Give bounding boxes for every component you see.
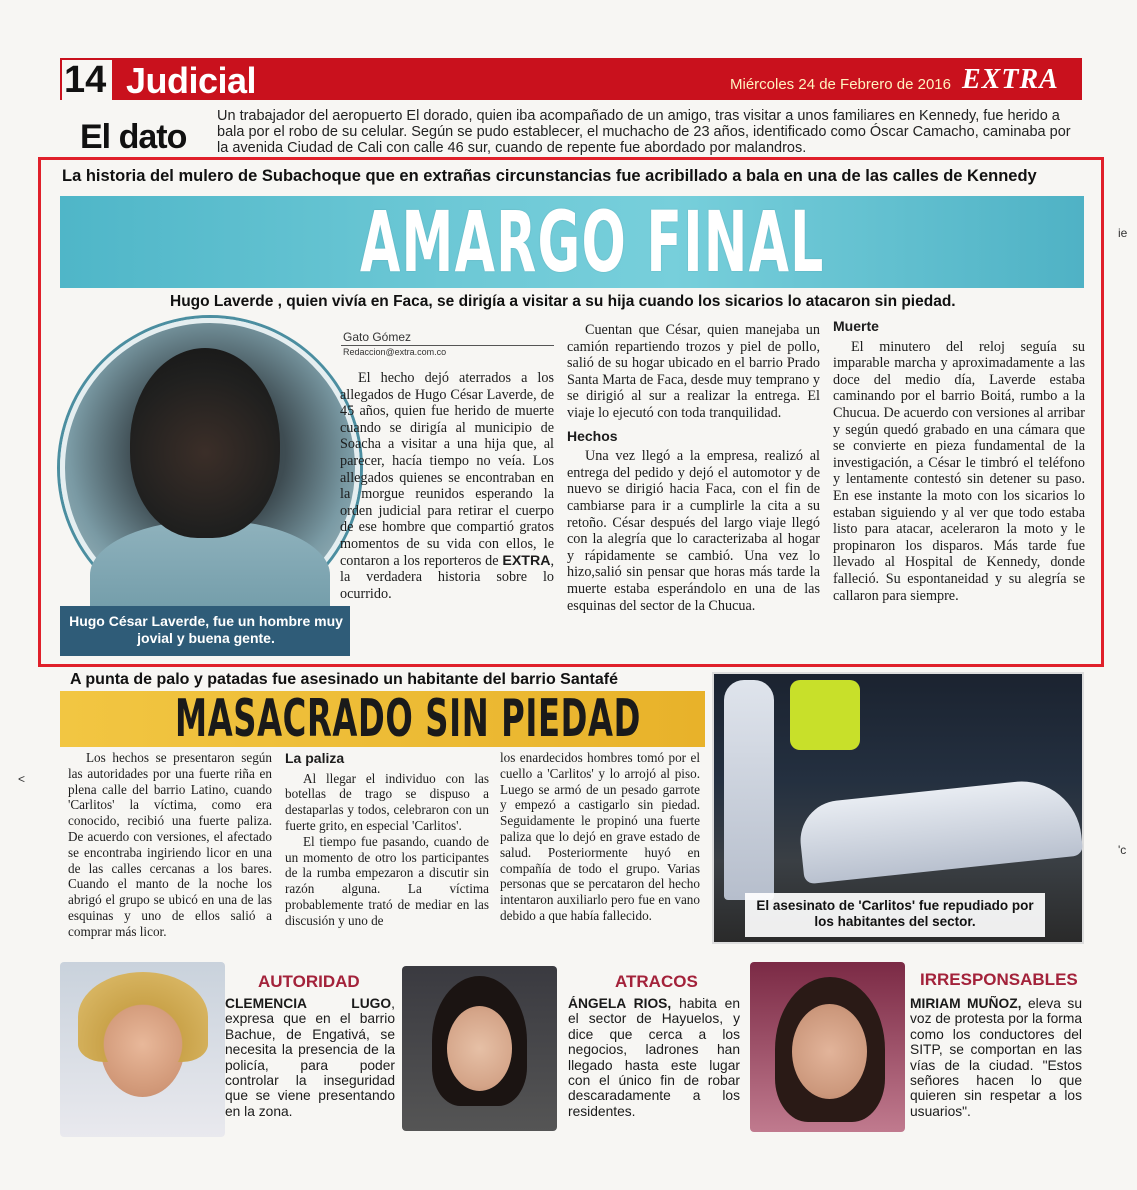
voice-name: MIRIAM MUÑOZ, bbox=[910, 996, 1022, 1011]
byline-rule bbox=[341, 345, 554, 346]
voice-name: CLEMENCIA LUGO bbox=[225, 996, 392, 1011]
el-dato-title: El dato bbox=[80, 118, 187, 156]
voice-label-autoridad: AUTORIDAD bbox=[258, 972, 360, 991]
voice-quote: , expresa que en el barrio Bachue, de Engativá, se necesita la presencia de la policía, para poder controlar la inseguridad que se viene presentando en la zona. bbox=[225, 996, 395, 1119]
victim-photo-face bbox=[130, 348, 280, 538]
story2-headline: MASACRADO SIN PIEDAD bbox=[175, 689, 641, 749]
voice-label-irresponsables: IRRESPONSABLES bbox=[920, 970, 1078, 989]
scene-police-figure bbox=[790, 680, 860, 750]
story1-paragraph: Cuentan que César, quien manejaba un camión repartiendo trozos y piel de pollo, salió de su hogar ubicado en el barrio Prado Santa Marta de Faca, desde muy temprano y se dirigió al sur a realizar la entrega. El viaje lo ejecutó con toda tranquilidad. bbox=[567, 322, 820, 421]
story2-paragraph: Al llegar el individuo con las botellas de trago se dispuso a destaparlas y todos, celebraron con un fuerte grito, en especial 'Carlitos'. bbox=[285, 770, 489, 833]
scan-edge-mark: ie bbox=[1118, 226, 1128, 240]
voice-quote: eleva su voz de protesta por la forma como los conductores del SITP, se comportan en las vías de la ciudad. "Estos señores hacen lo que quieren sin respetar a los usuarios". bbox=[910, 996, 1082, 1119]
subheading-la-paliza: La paliza bbox=[285, 750, 345, 766]
story2-paragraph: Los hechos se presentaron según las autoridades por una fuerte riña en plena calle del barrio Latino, cuando 'Carlitos' la víctima, como era conocido, recibió una fuerte paliza. De acuerdo con versiones, el afectado se encontraba ingiriendo licor en una de las calles cercanas a los bares. Cuando el manto de la noche los abrigó el grupo se ubicó en una de las esquinas y uno de ellos salió a comprar más licor. bbox=[68, 750, 272, 939]
voice-name: ÁNGELA RIOS, bbox=[568, 996, 672, 1011]
issue-date: Miércoles 24 de Febrero de 2016 bbox=[730, 76, 951, 93]
story1-column-1 bbox=[340, 370, 554, 652]
brand-logo: EXTRA bbox=[962, 64, 1059, 95]
scan-edge-mark: 'c bbox=[1118, 843, 1127, 857]
subheading-muerte: Muerte bbox=[833, 318, 879, 334]
story1-deck: Hugo Laverde , quien vivía en Faca, se dirigía a visitar a su hija cuando los sicarios lo atacaron sin piedad. bbox=[170, 293, 956, 310]
story2-column-1 bbox=[68, 750, 272, 950]
voice-text-atracos bbox=[568, 996, 740, 1121]
text-run: , la verdadera historia sobre lo ocurrido. bbox=[340, 552, 554, 602]
voice-text-autoridad bbox=[225, 996, 395, 1121]
story2-column-3 bbox=[500, 750, 700, 950]
story1-kicker: La historia del mulero de Subachoque que en extrañas circunstancias fue acribillado a bala en una de las calles de Kennedy bbox=[62, 167, 1037, 185]
voice-photo-atracos bbox=[402, 966, 557, 1131]
voice-label-atracos: ATRACOS bbox=[615, 972, 698, 991]
text-run: El hecho dejó aterrados a los allegados de Hugo César Laverde, de 45 años, quien fue herido de muerte cuando se dirigía al municipio de Soacha a visitar a una hija que, al parecer, hacía tiempo no veía. Los allegados quienes se encontraban en la morgue reunidos esperando la orden judicial para retirar el cuerpo de ese hombre que compartió gratos momentos de su vida con ellos, le contaron a los reporteros de bbox=[340, 370, 554, 569]
story2-column-2 bbox=[285, 750, 489, 950]
page-number: 14 bbox=[62, 60, 112, 100]
subheading-hechos: Hechos bbox=[567, 427, 618, 444]
voice-photo-irresponsables bbox=[750, 962, 905, 1132]
scan-edge-mark: < bbox=[18, 772, 26, 786]
el-dato-text: Un trabajador del aeropuerto El dorado, quien iba acompañado de un amigo, tras visitar a unos familiares en Kennedy, fue herido a bala por el robo de su celular. Según se pudo establecer, el muchacho de 23 años, identificado como Óscar Camacho, caminaba por la avenida Ciudad de Cali con calle 46 sur, cuando de repente fue abordado por malandros. bbox=[217, 108, 1071, 156]
scene-caption: El asesinato de 'Carlitos' fue repudiado por los habitantes del sector. bbox=[756, 898, 1034, 929]
story1-paragraph: Una vez llegó a la empresa, realizó al entrega del pedido y dejó el automotor y de nuevo se dirigió hacia Faca, con el fin de cambiarse para ir a cumplirle la cita a su retoño. César después del largo viaje llegó con la alegría que lo caracterizaba al hogar y rápidamente se cambió. Una vez lo hizo,salió sin pensar que horas más tarde la muerte estaba esperándolo en una de las esquinas del sector de la Chucua. bbox=[567, 448, 820, 614]
story1-paragraph bbox=[340, 370, 554, 602]
story1-paragraph: El minutero del reloj seguía su imparable marcha y aproximadamente a las doce del medio día, Laverde estaba caminando por el barrio Boitá, rumbo a la Chucua. De acuerdo con versiones al arribar y según quedó grabado en una cámara que se convierte en pieza fundamental de la investigación, a César le timbró el teléfono y lentamente contestó sin detener su paso. En ese instante la moto con los sicarios lo estaban siguiendo y al ver que todo estaba listo para atacar, aceleraron la moto y le propinaron los disparos. Más tarde fue llevado al Hospital de Kennedy, donde falleció. Su espontaneidad y su alegría se callaron para siempre. bbox=[833, 338, 1085, 604]
byline-email: Redaccion@extra.com.co bbox=[343, 347, 447, 357]
story1-column-2 bbox=[567, 322, 820, 652]
scene-forensic-figure bbox=[724, 680, 774, 900]
brand-mention: EXTRA bbox=[502, 552, 551, 569]
story1-headline: AMARGO FINAL bbox=[360, 193, 825, 291]
voice-text-irresponsables bbox=[910, 996, 1082, 1121]
section-name: Judicial bbox=[126, 60, 257, 101]
story2-paragraph: El tiempo fue pasando, cuando de un momento de otro los participantes de la rumba empezaron a discutir sin razón alguna. La víctima probablemente trató de mediar en las discusión y uno de bbox=[285, 833, 489, 928]
story2-kicker: A punta de palo y patadas fue asesinado un habitante del barrio Santafé bbox=[70, 671, 618, 688]
story2-paragraph: los enardecidos hombres tomó por el cuello a 'Carlitos' y lo arrojó al piso. Luego se armó de un pesado garrote y empezó a castigarlo sin piedad. Seguidamente le propinó una fuerte paliza que lo dejó en grave estado de salud. Posteriormente huyó en compañía de todo el grupo. Varias personas que se percataron del hecho intentaron auxiliarlo pero fue en vano debido a que había fallecido. bbox=[500, 750, 700, 923]
voice-quote: habita en el sector de Hayuelos, y dice que cerca a los negocios, ladrones han llegado hasta este lugar con el único fin de robar descaradamente a los residentes. bbox=[568, 996, 740, 1119]
byline-author: Gato Gómez bbox=[343, 330, 412, 344]
story1-column-3 bbox=[833, 318, 1085, 653]
voice-photo-autoridad bbox=[60, 962, 225, 1137]
photo-caption: Hugo César Laverde, fue un hombre muy jovial y buena gente. bbox=[69, 613, 343, 646]
